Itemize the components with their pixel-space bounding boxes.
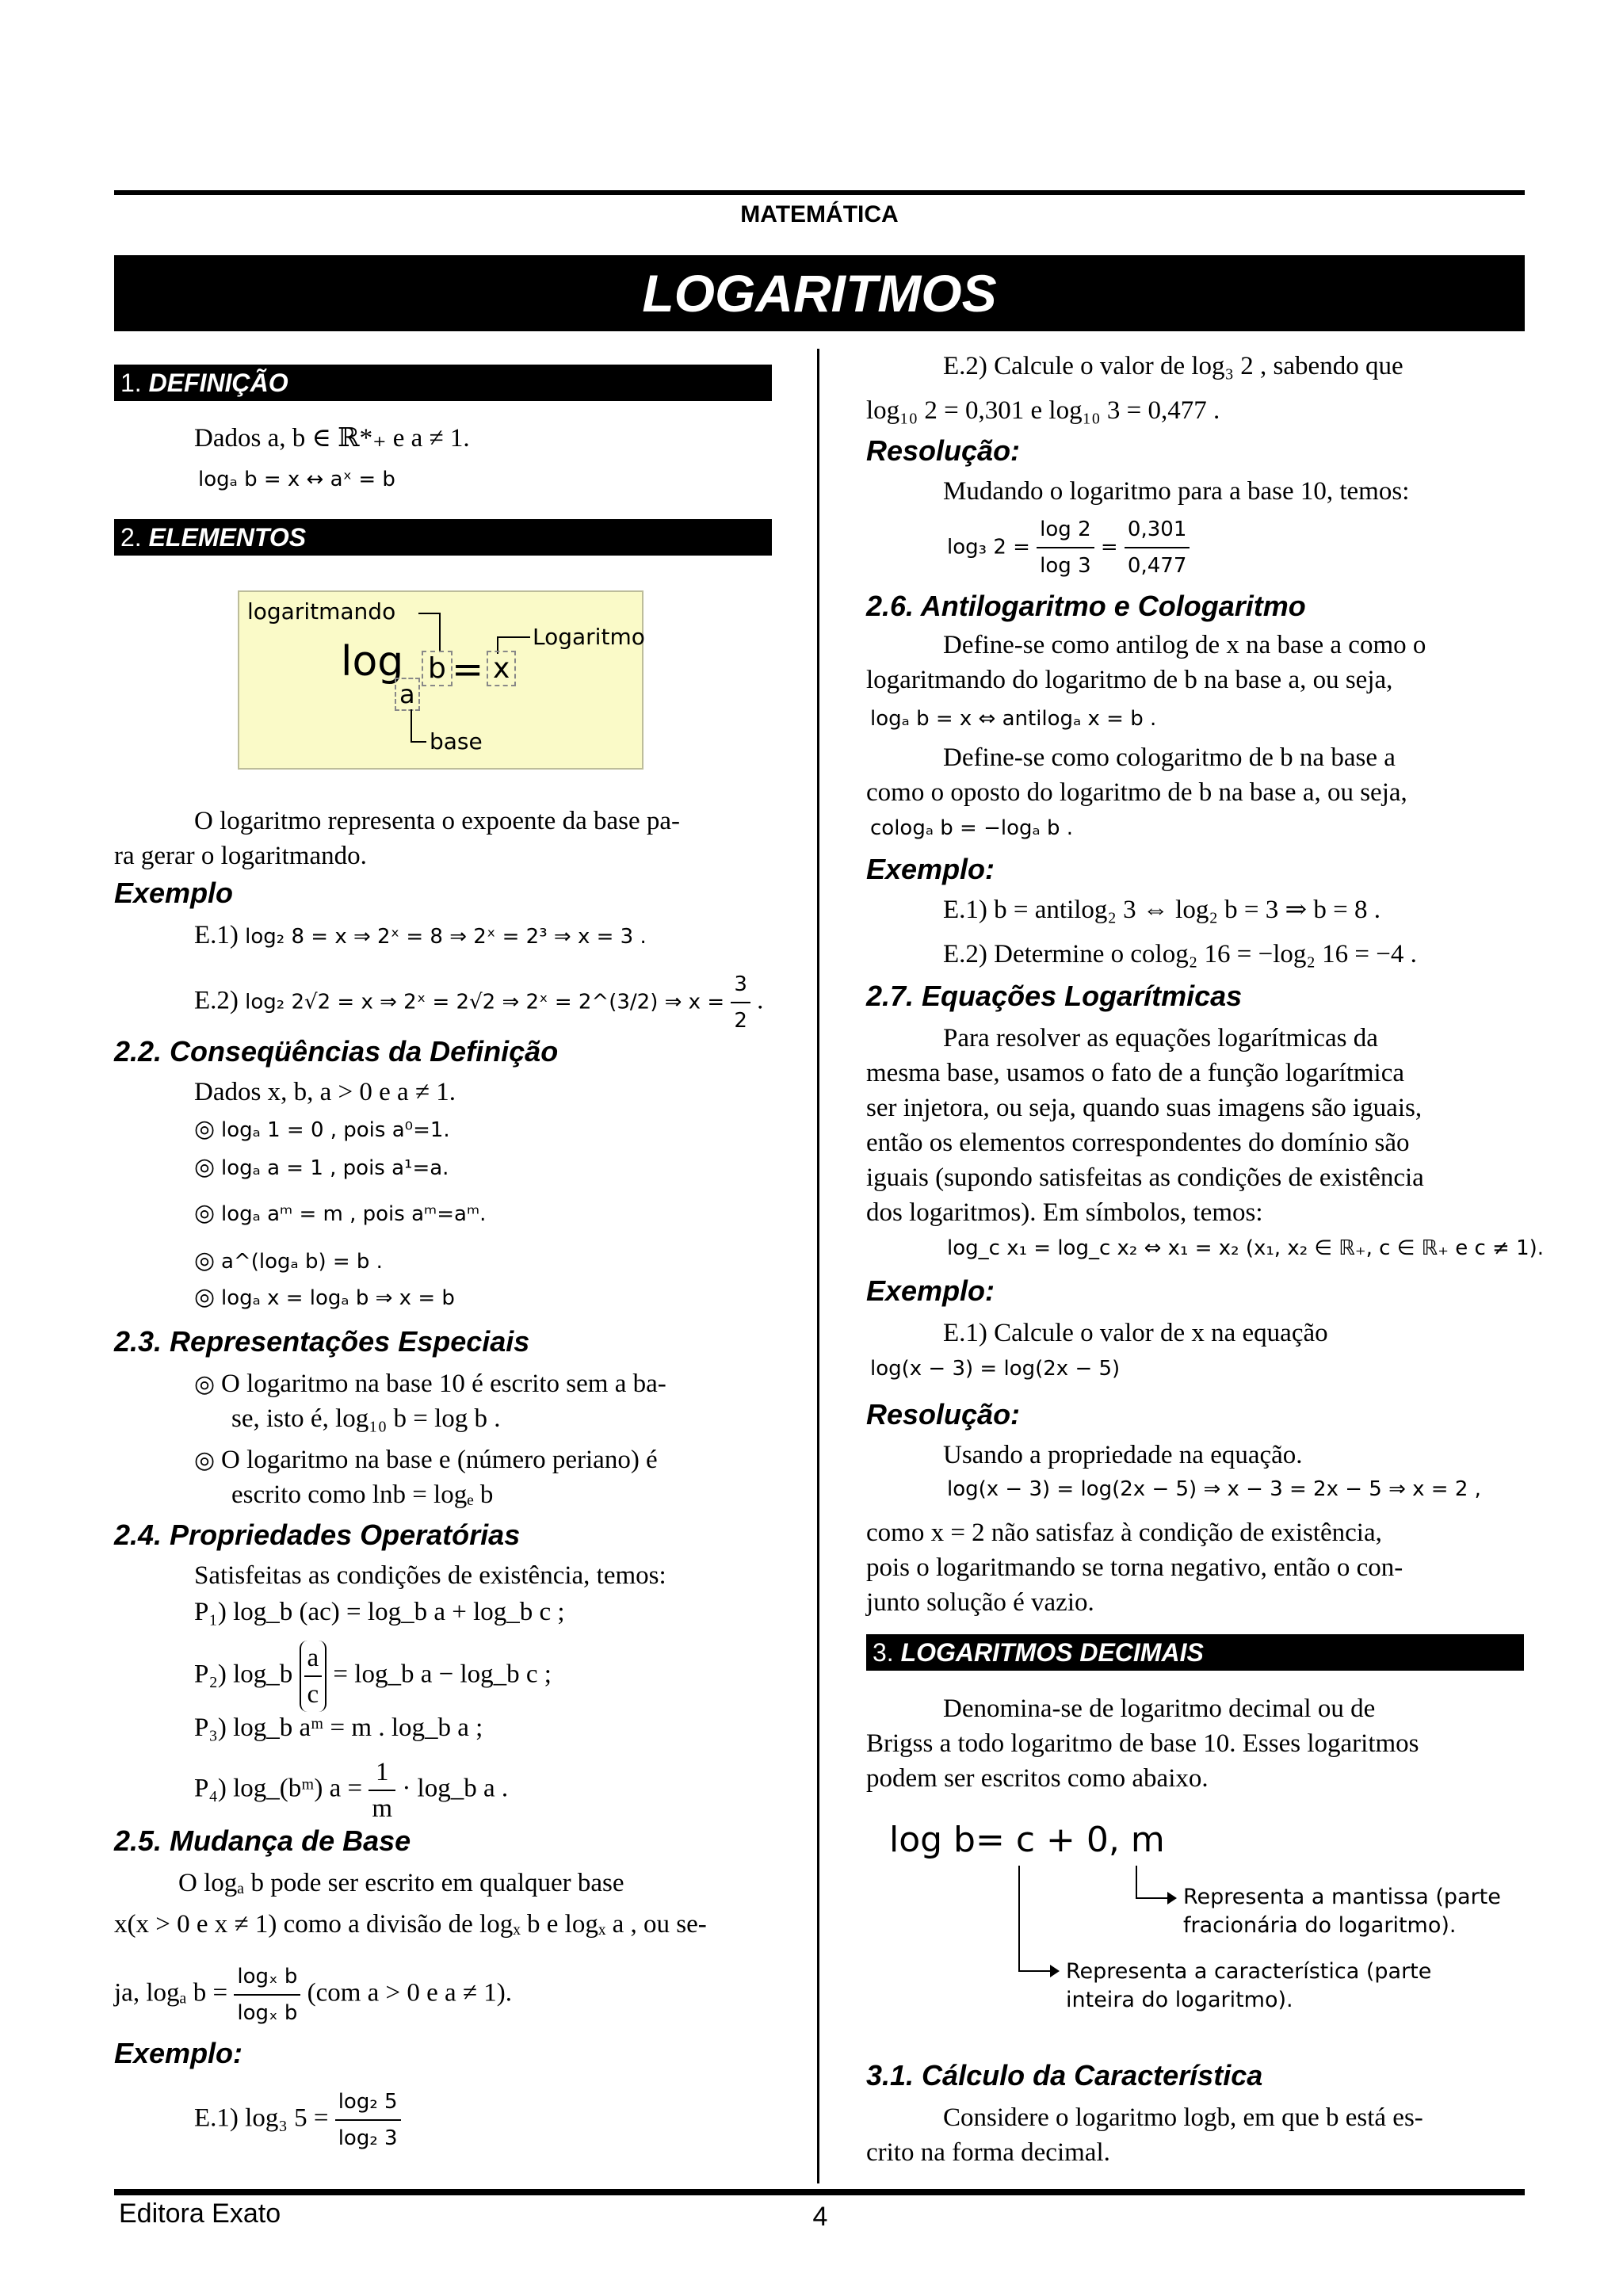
example-line: log₁₀ 2 = 0,301 e log₁₀ 3 = 0,477 . — [866, 396, 1220, 425]
bullet-item — [194, 1366, 773, 1402]
paragraph: podem ser escritos como abaixo. — [866, 1764, 1209, 1793]
example-line: E.1) Calcule o valor de x na equação — [943, 1319, 1328, 1347]
paragraph: como x = 2 não satisfaz à condição de existência, — [866, 1519, 1382, 1547]
fraction-num: a — [304, 1641, 323, 1677]
bullet-continuation: escrito como lnb = logₑ b — [231, 1480, 494, 1509]
bullet-text: O logaritmo na base 10 é escrito sem a ba- — [221, 1370, 666, 1398]
bullet-item — [194, 1442, 773, 1478]
a-symbol: a — [395, 678, 420, 711]
bullet-text: a^(logₐ b) = b . — [221, 1250, 383, 1274]
subsection-heading: 2.6. Antilogaritmo e Cologaritmo — [866, 590, 1306, 622]
example-heading: Exemplo: — [114, 2037, 243, 2069]
bullet-text: O logaritmo na base e (número periano) é — [221, 1446, 658, 1474]
paragraph: Define-se como cologaritmo de b na base a — [943, 743, 1396, 772]
section-bar-logaritmos-decimais — [866, 1634, 1524, 1671]
paragraph: Satisfeitas as condições de existência, temos: — [194, 1561, 666, 1590]
arrow-icon — [1167, 1892, 1177, 1904]
paragraph: Brigss a todo logaritmo de base 10. Esses logaritmos — [866, 1729, 1419, 1758]
subsection-heading: 3.1. Cálculo da Característica — [866, 2059, 1263, 2092]
section-title: ELEMENTOS — [148, 523, 307, 552]
fraction-num: logₓ b — [234, 1959, 300, 1996]
bullet-icon: ◎ — [194, 1283, 216, 1311]
pointer-line — [1136, 1897, 1170, 1899]
paragraph: O logaritmo representa o expoente da base pa- — [194, 807, 680, 835]
page-title: LOGARITMOS — [642, 264, 997, 323]
example-end: . — [757, 986, 764, 1015]
property-line: P₁) log_b (ac) = log_b a + log_b c ; — [194, 1598, 565, 1626]
paragraph: pois o logaritmando se torna negativo, então o con- — [866, 1553, 1403, 1582]
paragraph: Usando a propriedade na equação. — [943, 1441, 1303, 1469]
fraction — [731, 967, 750, 1038]
subsection-heading: 2.7. Equações Logarítmicas — [866, 980, 1243, 1012]
example-prefix: E.1) log₃ 5 = — [194, 2103, 329, 2133]
paragraph: junto solução é vazio. — [866, 1588, 1094, 1617]
formula-line: logₐ b = x ⇔ antilogₐ x = b . — [870, 707, 1157, 731]
bullet-text: logₐ 1 = 0 , pois a⁰=1. — [221, 1118, 450, 1142]
formula-line: log(x − 3) = log(2x − 5) ⇒ x − 3 = 2x − 5 ⇒ x = 2 , — [947, 1477, 1481, 1501]
example-formula: log₂ 2√2 = x ⇒ 2ˣ = 2√2 ⇒ 2ˣ = 2^(3/2) ⇒ x = — [245, 990, 725, 1014]
bullet-icon: ◎ — [194, 1247, 216, 1274]
paragraph — [114, 1959, 512, 2030]
paragraph: ra gerar o logaritmando. — [114, 842, 367, 870]
section-number: 3. — [873, 1638, 894, 1667]
example-line — [194, 967, 763, 1038]
subsection-heading: 2.3. Representações Especiais — [114, 1325, 530, 1358]
logaritmando-label: logaritmando — [247, 598, 396, 625]
section-number: 2. — [120, 523, 142, 552]
pointer-line — [1136, 1866, 1137, 1899]
arrow-icon — [1050, 1965, 1060, 1977]
equals: = — [1100, 535, 1118, 560]
section-number: 1. — [120, 369, 142, 397]
elements-diagram — [238, 590, 643, 770]
example-heading: Exemplo: — [866, 1274, 995, 1307]
fraction — [1125, 512, 1190, 583]
arrow-line — [411, 709, 412, 743]
property-line — [194, 1755, 508, 1826]
example-heading: Exemplo — [114, 877, 234, 909]
fraction-num: 1 — [369, 1755, 395, 1791]
eq-symbol: = — [452, 648, 484, 692]
paragraph: dos logaritmos). Em símbolos, temos: — [866, 1198, 1263, 1227]
example-line — [194, 918, 647, 954]
footer-rule — [114, 2189, 1525, 2195]
bullet-item — [194, 1279, 455, 1316]
fraction-den: logₓ b — [237, 2001, 298, 2025]
paragraph: x(x > 0 e x ≠ 1) como a divisão de logₓ b e logₓ a , ou se- — [114, 1910, 707, 1939]
fraction-den: m — [372, 1794, 393, 1823]
paragraph: Denomina-se de logaritmo decimal ou de — [943, 1694, 1376, 1723]
bullet-item — [194, 1111, 450, 1148]
bullet-text: logₐ a = 1 , pois a¹=a. — [221, 1156, 449, 1180]
bullet-item — [194, 1243, 383, 1279]
paragraph: logaritmando do logaritmo de b na base a, ou seja, — [866, 666, 1393, 694]
section-bar-elementos — [114, 519, 772, 556]
formula-prefix: ja, logₐ b = — [114, 1978, 228, 2008]
section-title: LOGARITMOS DECIMAIS — [900, 1638, 1204, 1667]
property-prefix: P₂) log_b — [194, 1660, 293, 1689]
characteristic-note: Representa a característica (parte — [1066, 1959, 1432, 1984]
property-prefix: P₄) log_(bᵐ) a = — [194, 1774, 363, 1803]
paragraph: iguais (supondo satisfeitas as condições de existência — [866, 1163, 1424, 1192]
formula-line: log(x − 3) = log(2x − 5) — [870, 1357, 1121, 1381]
fraction-num: log 2 — [1037, 512, 1094, 548]
base-label: base — [430, 728, 483, 755]
example-formula: log₂ 8 = x ⇒ 2ˣ = 8 ⇒ 2ˣ = 2³ ⇒ x = 3 . — [245, 925, 647, 949]
property-line — [194, 1641, 552, 1712]
fraction-den: log₂ 3 — [338, 2126, 398, 2150]
paragraph: crito na forma decimal. — [866, 2138, 1110, 2167]
property-suffix: = log_b a − log_b c ; — [333, 1660, 552, 1689]
section-bar-definicao — [114, 365, 772, 401]
fraction — [300, 1641, 327, 1712]
paragraph: mesma base, usamos o fato de a função logarítmica — [866, 1059, 1405, 1087]
resolution-heading: Resolução: — [866, 1398, 1021, 1431]
example-line: E.1) b = antilog₂ 3 ⇔ log₂ b = 3 ⇒ b = 8 . — [943, 896, 1381, 924]
subsection-heading: 2.5. Mudança de Base — [114, 1824, 411, 1857]
fraction — [1037, 512, 1094, 583]
column-divider — [817, 349, 819, 2183]
x-symbol: x — [487, 651, 516, 686]
paragraph: Define-se como antilog de x na base a como o — [943, 631, 1426, 659]
formula-prefix: log₃ 2 = — [947, 535, 1030, 560]
formula-line: log_c x₁ = log_c x₂ ⇔ x₁ = x₂ (x₁, x₂ ∈ ℝ₊, c ∈ ℝ₊ e c ≠ 1). — [947, 1236, 1545, 1260]
property-suffix: · log_b a . — [402, 1774, 509, 1803]
arrow-line — [439, 613, 441, 652]
definition-line: Dados a, b ∈ ℝ*₊ e a ≠ 1. — [194, 424, 470, 453]
paragraph: Dados x, b, a > 0 e a ≠ 1. — [194, 1078, 456, 1106]
mantissa-note: Representa a mantissa (parte — [1183, 1885, 1501, 1909]
subsection-heading: 2.2. Conseqüências da Definição — [114, 1035, 559, 1068]
paragraph: Considere o logaritmo logb, em que b está es- — [943, 2103, 1423, 2132]
page-number: 4 — [812, 2202, 828, 2232]
paragraph: ser injetora, ou seja, quando suas imagens são iguais, — [866, 1094, 1423, 1122]
fraction — [369, 1755, 395, 1826]
definition-formula: logₐ b = x ↔ aˣ = b — [198, 468, 395, 491]
fraction-den: 0,477 — [1127, 554, 1187, 578]
arrow-line — [418, 613, 441, 614]
fraction-num: log₂ 5 — [335, 2084, 401, 2121]
property-line: P₃) log_b aᵐ = m . log_b a ; — [194, 1713, 483, 1742]
example-label: E.2) — [194, 986, 239, 1015]
bullet-icon: ◎ — [194, 1446, 216, 1474]
bullet-icon: ◎ — [194, 1153, 216, 1181]
bullet-item — [194, 1149, 449, 1186]
bullet-icon: ◎ — [194, 1115, 216, 1143]
paragraph: como o oposto do logaritmo de b na base a, ou seja, — [866, 778, 1407, 807]
section-title: DEFINIÇÃO — [148, 369, 288, 397]
fraction-num: 0,301 — [1125, 512, 1190, 548]
mantissa-note: fracionária do logaritmo). — [1183, 1913, 1457, 1938]
bullet-continuation: se, isto é, log₁₀ b = log b . — [231, 1404, 501, 1433]
decimal-log-formula: log b= c + 0, m — [889, 1820, 1165, 1860]
arrow-line — [497, 636, 530, 638]
fraction — [335, 2084, 401, 2156]
logaritmo-label: Logaritmo — [533, 624, 645, 650]
example-label: E.1) — [194, 921, 239, 949]
bullet-icon: ◎ — [194, 1199, 216, 1227]
formula-line: cologₐ b = −logₐ b . — [870, 816, 1074, 840]
paragraph: O logₐ b pode ser escrito em qualquer base — [178, 1869, 624, 1897]
characteristic-note: inteira do logaritmo). — [1066, 1988, 1293, 2012]
bullet-text: logₐ x = logₐ b ⇒ x = b — [221, 1286, 455, 1310]
arrow-line — [411, 741, 426, 743]
fraction-den: 2 — [734, 1009, 747, 1033]
log-symbol: log — [341, 638, 404, 686]
bullet-icon: ◎ — [194, 1370, 216, 1398]
example-line — [194, 2084, 401, 2156]
fraction-den: log 3 — [1040, 554, 1091, 578]
subsection-heading: 2.4. Propriedades Operatórias — [114, 1519, 521, 1551]
b-symbol: b — [422, 651, 453, 686]
fraction — [234, 1959, 300, 2030]
fraction-num: 3 — [731, 967, 750, 1003]
example-line: E.2) Calcule o valor de log₃ 2 , sabendo que — [943, 352, 1403, 380]
subject-label: MATEMÁTICA — [740, 201, 899, 227]
bullet-text: logₐ aᵐ = m , pois aᵐ=aᵐ. — [221, 1202, 487, 1226]
top-rule — [114, 190, 1525, 195]
publisher-label: Editora Exato — [119, 2199, 281, 2229]
pointer-line — [1018, 1970, 1053, 1972]
paragraph: Mudando o logaritmo para a base 10, temos: — [943, 477, 1410, 506]
example-line: E.2) Determine o colog₂ 16 = −log₂ 16 = −4 . — [943, 940, 1417, 968]
resolution-heading: Resolução: — [866, 434, 1021, 467]
paragraph: Para resolver as equações logarítmicas da — [943, 1024, 1378, 1052]
formula-line — [947, 512, 1190, 583]
pointer-line — [1018, 1866, 1020, 1972]
paragraph: então os elementos correspondentes do domínio são — [866, 1129, 1410, 1157]
bullet-item — [194, 1195, 486, 1232]
formula-suffix: (com a > 0 e a ≠ 1). — [307, 1978, 513, 2008]
example-heading: Exemplo: — [866, 853, 995, 885]
fraction-den: c — [307, 1680, 319, 1709]
